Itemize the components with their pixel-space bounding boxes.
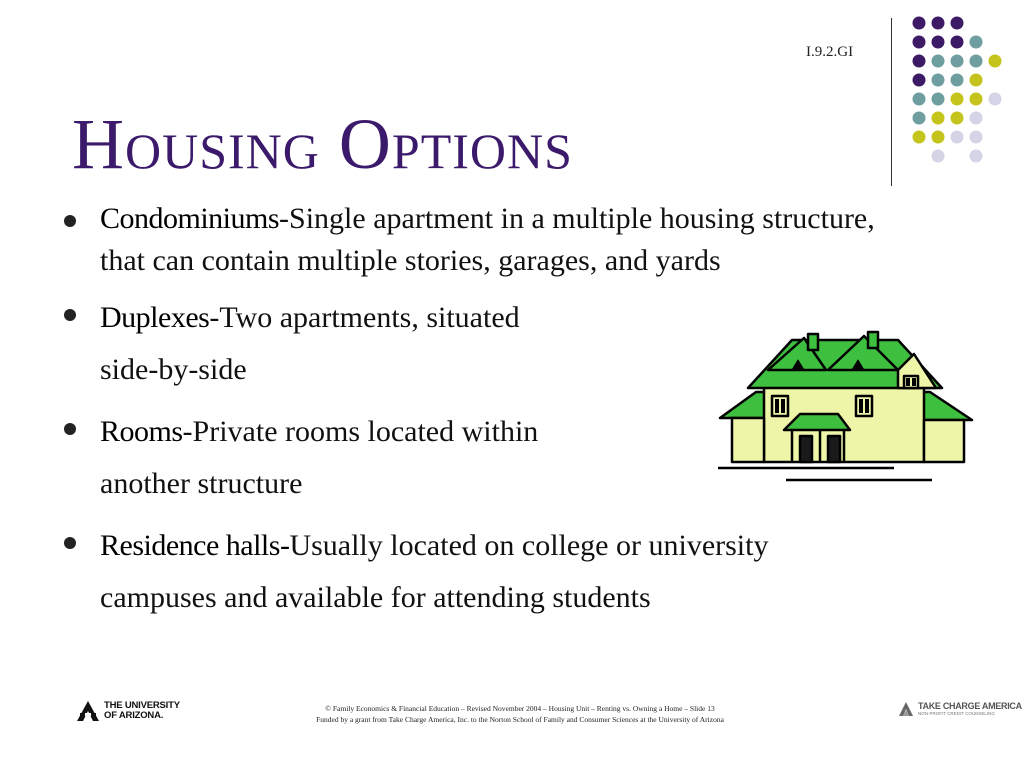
slide-title: Housing Options	[72, 104, 573, 184]
bullet-text: Single apartment in a multiple housing structure, that can contain multiple stories, garages, and yards	[100, 202, 875, 277]
bullet-term: Condominiums	[100, 202, 280, 235]
bullet-duplexes	[62, 292, 660, 396]
bullet-text: Two apartments, situated	[219, 301, 520, 334]
university-name-line1: THE UNIVERSITY	[104, 700, 180, 711]
bullet-text: Private rooms located within	[192, 415, 539, 448]
bullet-separator: -	[182, 415, 193, 448]
bullet-rooms	[62, 406, 660, 510]
bullet-residence-halls	[62, 520, 922, 624]
bullet-separator: -	[279, 202, 290, 235]
tca-tagline: NON-PROFIT CREDIT COUNSELING	[918, 710, 995, 716]
dot-grid	[913, 17, 1002, 163]
footer-credits	[290, 703, 750, 725]
bullet-continuation: another structure	[100, 467, 303, 500]
university-logo	[76, 700, 180, 722]
slide-code: I.9.2.GI	[806, 44, 854, 60]
university-name-line2: OF ARIZONA.	[104, 710, 164, 721]
bullet-condominiums	[62, 198, 922, 282]
take-charge-america-logo	[897, 700, 1022, 718]
bullet-continuation: campuses and available for attending students	[100, 581, 651, 614]
university-name	[104, 701, 180, 721]
take-charge-america-logo-icon	[897, 700, 915, 718]
bullet-text: Usually located on college or university	[289, 529, 769, 562]
footer-funding: Funded by a grant from Take Charge America, Inc. to the Norton School of Family and Consumer Sciences at the University of Arizona	[316, 715, 724, 724]
bullet-term: Residence halls-	[100, 529, 290, 562]
tca-name: TAKE CHARGE AMERICA	[918, 700, 1022, 711]
bullet-term: Duplexes	[100, 301, 210, 334]
bullet-separator: -	[209, 301, 220, 334]
vertical-divider	[891, 18, 892, 186]
footer-copyright: © Family Economics & Financial Education – Revised November 2004 – Housing Unit – Renting vs. Owning a Home – Slide 13	[325, 704, 715, 713]
tca-text	[918, 702, 1022, 717]
university-arizona-logo-icon	[76, 700, 100, 722]
bullet-continuation: side-by-side	[100, 353, 247, 386]
house-clipart	[716, 330, 976, 485]
bullet-term: Rooms	[100, 415, 183, 448]
